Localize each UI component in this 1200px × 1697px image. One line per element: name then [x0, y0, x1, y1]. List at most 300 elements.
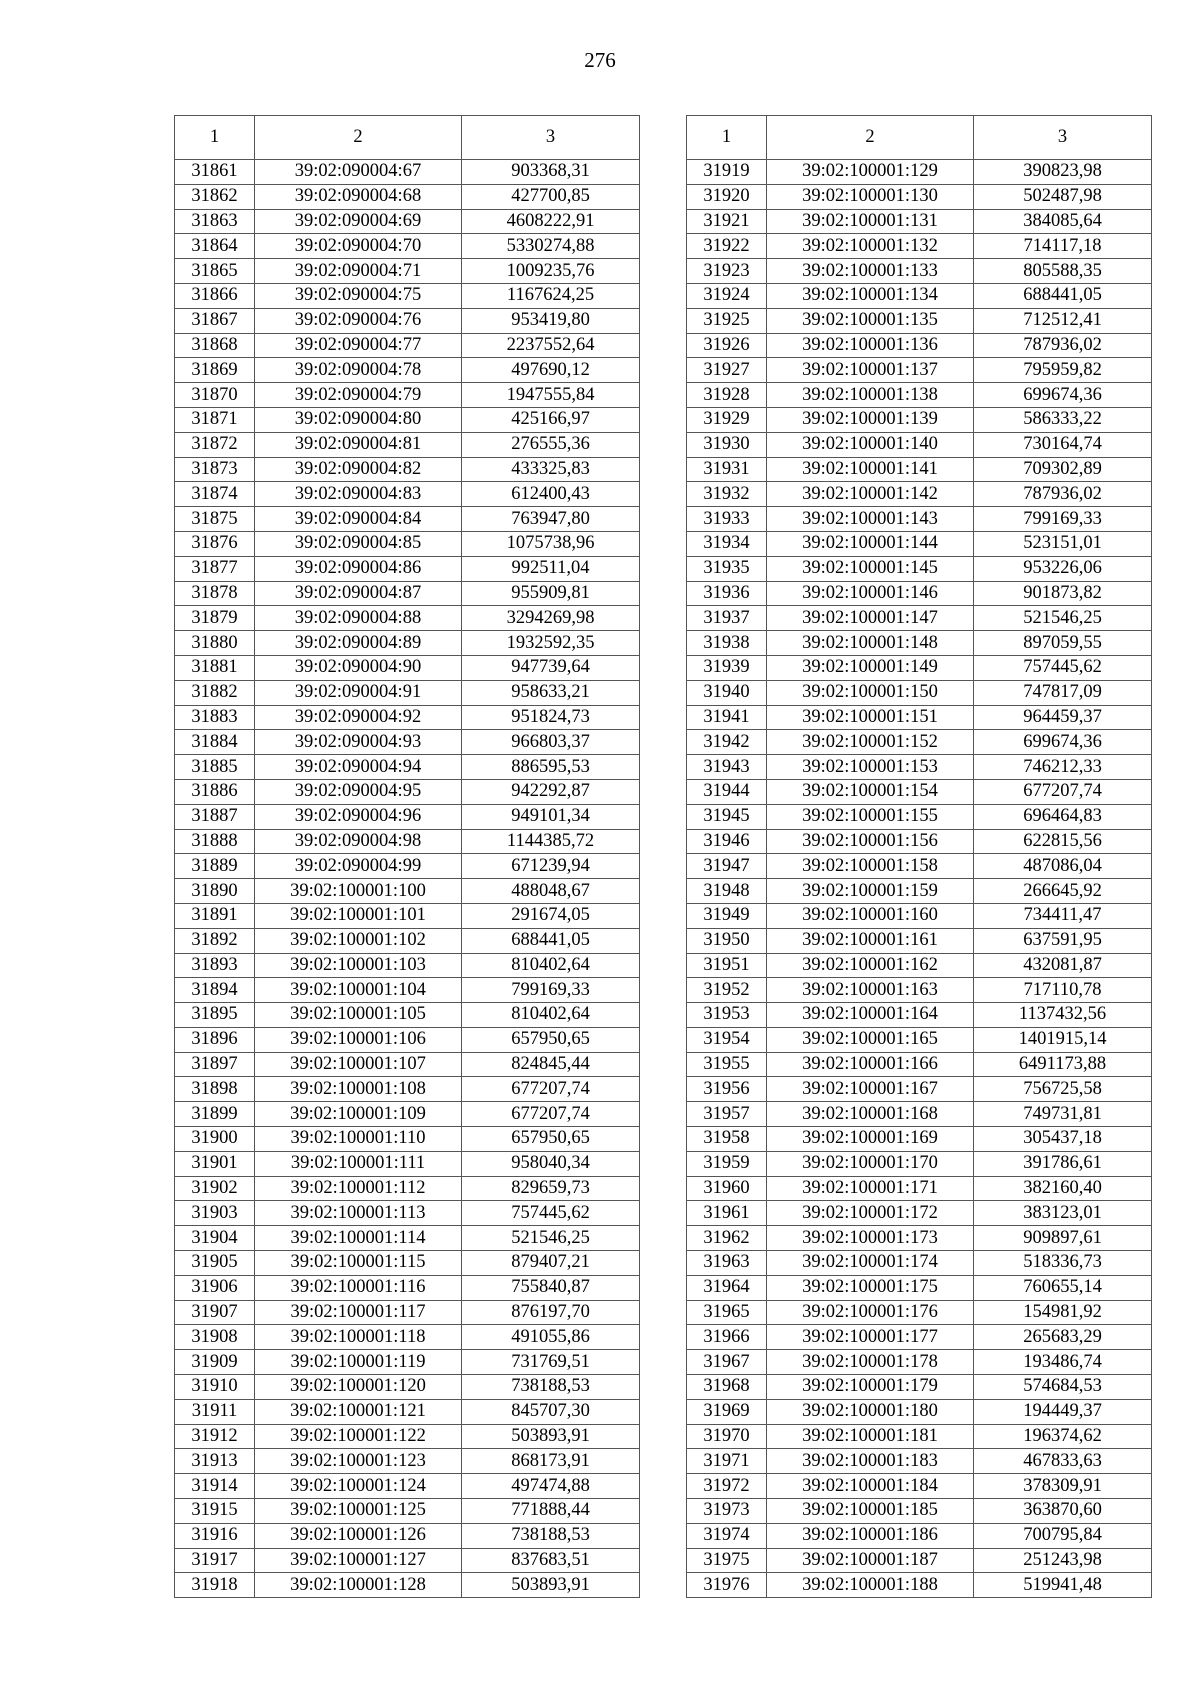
value-cell: 763947,80 — [462, 507, 640, 532]
row-number-cell: 31861 — [175, 160, 255, 185]
cadastral-number-cell: 39:02:100001:180 — [767, 1399, 974, 1424]
cadastral-number-cell: 39:02:100001:173 — [767, 1226, 974, 1251]
value-cell: 363870,60 — [974, 1499, 1152, 1524]
table-row — [175, 903, 640, 928]
cadastral-number-cell: 39:02:100001:102 — [255, 928, 462, 953]
table-row — [687, 1201, 1152, 1226]
row-number-cell: 31880 — [175, 631, 255, 656]
row-number-cell: 31935 — [687, 556, 767, 581]
table-row — [687, 1077, 1152, 1102]
table-row — [175, 531, 640, 556]
row-number-cell: 31889 — [175, 854, 255, 879]
value-cell: 805588,35 — [974, 259, 1152, 284]
table-body — [687, 160, 1152, 1598]
cadastral-number-cell: 39:02:090004:89 — [255, 631, 462, 656]
cadastral-number-cell: 39:02:100001:161 — [767, 928, 974, 953]
row-number-cell: 31863 — [175, 209, 255, 234]
value-cell: 677207,74 — [462, 1102, 640, 1127]
row-number-cell: 31936 — [687, 581, 767, 606]
cadastral-number-cell: 39:02:090004:91 — [255, 680, 462, 705]
cadastral-number-cell: 39:02:100001:131 — [767, 209, 974, 234]
table-row — [687, 1325, 1152, 1350]
cadastral-number-cell: 39:02:100001:139 — [767, 407, 974, 432]
table-row — [175, 1573, 640, 1598]
row-number-cell: 31937 — [687, 606, 767, 631]
value-cell: 992511,04 — [462, 556, 640, 581]
value-cell: 903368,31 — [462, 160, 640, 185]
value-cell: 1401915,14 — [974, 1027, 1152, 1052]
table-row — [175, 1499, 640, 1524]
value-cell: 390823,98 — [974, 160, 1152, 185]
row-number-cell: 31882 — [175, 680, 255, 705]
cadastral-number-cell: 39:02:100001:125 — [255, 1499, 462, 1524]
value-cell: 699674,36 — [974, 730, 1152, 755]
table-row — [175, 879, 640, 904]
table-row — [175, 358, 640, 383]
column-header-1: 1 — [175, 116, 255, 160]
row-number-cell: 31922 — [687, 234, 767, 259]
value-cell: 760655,14 — [974, 1275, 1152, 1300]
row-number-cell: 31941 — [687, 705, 767, 730]
table-row — [175, 854, 640, 879]
table-row — [175, 978, 640, 1003]
value-cell: 1932592,35 — [462, 631, 640, 656]
row-number-cell: 31956 — [687, 1077, 767, 1102]
value-cell: 897059,55 — [974, 631, 1152, 656]
cadastral-number-cell: 39:02:090004:98 — [255, 829, 462, 854]
table-row — [687, 631, 1152, 656]
table-row — [687, 1523, 1152, 1548]
row-number-cell: 31894 — [175, 978, 255, 1003]
value-cell: 519941,48 — [974, 1573, 1152, 1598]
table-row — [687, 383, 1152, 408]
table-row — [687, 1275, 1152, 1300]
table-row — [687, 1226, 1152, 1251]
table-row — [175, 1424, 640, 1449]
table-row — [687, 234, 1152, 259]
page-number: 276 — [584, 48, 616, 72]
row-number-cell: 31939 — [687, 655, 767, 680]
row-number-cell: 31966 — [687, 1325, 767, 1350]
value-cell: 487086,04 — [974, 854, 1152, 879]
value-cell: 1009235,76 — [462, 259, 640, 284]
table-row — [687, 1474, 1152, 1499]
table-row — [175, 383, 640, 408]
table-row — [687, 1548, 1152, 1573]
value-cell: 586333,22 — [974, 407, 1152, 432]
row-number-cell: 31904 — [175, 1226, 255, 1251]
cadastral-number-cell: 39:02:100001:141 — [767, 457, 974, 482]
row-number-cell: 31951 — [687, 953, 767, 978]
value-cell: 276555,36 — [462, 432, 640, 457]
cadastral-number-cell: 39:02:100001:109 — [255, 1102, 462, 1127]
cadastral-number-cell: 39:02:100001:101 — [255, 903, 462, 928]
table-body — [175, 160, 640, 1598]
cadastral-number-cell: 39:02:100001:106 — [255, 1027, 462, 1052]
table-row — [175, 507, 640, 532]
value-cell: 868173,91 — [462, 1449, 640, 1474]
row-number-cell: 31932 — [687, 482, 767, 507]
cadastral-number-cell: 39:02:090004:94 — [255, 755, 462, 780]
value-cell: 953226,06 — [974, 556, 1152, 581]
row-number-cell: 31901 — [175, 1151, 255, 1176]
row-number-cell: 31925 — [687, 308, 767, 333]
cadastral-number-cell: 39:02:100001:162 — [767, 953, 974, 978]
cadastral-number-cell: 39:02:100001:134 — [767, 283, 974, 308]
cadastral-number-cell: 39:02:090004:70 — [255, 234, 462, 259]
value-cell: 738188,53 — [462, 1523, 640, 1548]
table-row — [175, 606, 640, 631]
row-number-cell: 31924 — [687, 283, 767, 308]
value-cell: 677207,74 — [462, 1077, 640, 1102]
cadastral-number-cell: 39:02:100001:132 — [767, 234, 974, 259]
row-number-cell: 31926 — [687, 333, 767, 358]
row-number-cell: 31919 — [687, 160, 767, 185]
row-number-cell: 31976 — [687, 1573, 767, 1598]
row-number-cell: 31898 — [175, 1077, 255, 1102]
cadastral-number-cell: 39:02:090004:90 — [255, 655, 462, 680]
value-cell: 714117,18 — [974, 234, 1152, 259]
value-cell: 901873,82 — [974, 581, 1152, 606]
row-number-cell: 31868 — [175, 333, 255, 358]
cadastral-number-cell: 39:02:100001:135 — [767, 308, 974, 333]
row-number-cell: 31938 — [687, 631, 767, 656]
table-row — [687, 779, 1152, 804]
cadastral-number-cell: 39:02:100001:153 — [767, 755, 974, 780]
row-number-cell: 31965 — [687, 1300, 767, 1325]
value-cell: 949101,34 — [462, 804, 640, 829]
value-cell: 574684,53 — [974, 1375, 1152, 1400]
value-cell: 2237552,64 — [462, 333, 640, 358]
cadastral-number-cell: 39:02:100001:164 — [767, 1003, 974, 1028]
value-cell: 799169,33 — [462, 978, 640, 1003]
value-cell: 712512,41 — [974, 308, 1152, 333]
value-cell: 391786,61 — [974, 1151, 1152, 1176]
value-cell: 699674,36 — [974, 383, 1152, 408]
table-row — [687, 1027, 1152, 1052]
value-cell: 734411,47 — [974, 903, 1152, 928]
row-number-cell: 31916 — [175, 1523, 255, 1548]
value-cell: 909897,61 — [974, 1226, 1152, 1251]
table-row — [687, 308, 1152, 333]
row-number-cell: 31884 — [175, 730, 255, 755]
cadastral-number-cell: 39:02:100001:118 — [255, 1325, 462, 1350]
row-number-cell: 31948 — [687, 879, 767, 904]
table-row — [687, 804, 1152, 829]
row-number-cell: 31885 — [175, 755, 255, 780]
cadastral-number-cell: 39:02:100001:123 — [255, 1449, 462, 1474]
table-row — [175, 1201, 640, 1226]
row-number-cell: 31870 — [175, 383, 255, 408]
row-number-cell: 31952 — [687, 978, 767, 1003]
value-cell: 771888,44 — [462, 1499, 640, 1524]
cadastral-number-cell: 39:02:100001:178 — [767, 1350, 974, 1375]
cadastral-number-cell: 39:02:100001:169 — [767, 1127, 974, 1152]
cadastral-number-cell: 39:02:100001:151 — [767, 705, 974, 730]
table-row — [175, 1052, 640, 1077]
cadastral-number-cell: 39:02:100001:185 — [767, 1499, 974, 1524]
cadastral-number-cell: 39:02:090004:75 — [255, 283, 462, 308]
table-row — [687, 1151, 1152, 1176]
table-row — [175, 755, 640, 780]
row-number-cell: 31873 — [175, 457, 255, 482]
value-cell: 1167624,25 — [462, 283, 640, 308]
cadastral-number-cell: 39:02:100001:119 — [255, 1350, 462, 1375]
row-number-cell: 31913 — [175, 1449, 255, 1474]
table-row — [175, 1449, 640, 1474]
cadastral-number-cell: 39:02:100001:166 — [767, 1052, 974, 1077]
table-row — [175, 631, 640, 656]
table-row — [687, 1003, 1152, 1028]
value-cell: 4608222,91 — [462, 209, 640, 234]
cadastral-number-cell: 39:02:100001:133 — [767, 259, 974, 284]
cadastral-number-cell: 39:02:100001:145 — [767, 556, 974, 581]
table-row — [175, 1300, 640, 1325]
value-cell: 1947555,84 — [462, 383, 640, 408]
row-number-cell: 31949 — [687, 903, 767, 928]
cadastral-number-cell: 39:02:090004:69 — [255, 209, 462, 234]
value-cell: 432081,87 — [974, 953, 1152, 978]
cadastral-number-cell: 39:02:100001:107 — [255, 1052, 462, 1077]
value-cell: 503893,91 — [462, 1573, 640, 1598]
value-cell: 427700,85 — [462, 184, 640, 209]
row-number-cell: 31874 — [175, 482, 255, 507]
table-row — [687, 1251, 1152, 1276]
table-row — [175, 1003, 640, 1028]
table-row — [687, 1499, 1152, 1524]
column-header-2: 2 — [767, 116, 974, 160]
table-row — [175, 407, 640, 432]
table-row — [687, 755, 1152, 780]
table-row — [175, 1325, 640, 1350]
cadastral-number-cell: 39:02:100001:186 — [767, 1523, 974, 1548]
row-number-cell: 31921 — [687, 209, 767, 234]
cadastral-number-cell: 39:02:100001:144 — [767, 531, 974, 556]
cadastral-number-cell: 39:02:100001:100 — [255, 879, 462, 904]
table-row — [687, 1127, 1152, 1152]
row-number-cell: 31945 — [687, 804, 767, 829]
cadastral-number-cell: 39:02:100001:127 — [255, 1548, 462, 1573]
cadastral-number-cell: 39:02:090004:77 — [255, 333, 462, 358]
value-cell: 384085,64 — [974, 209, 1152, 234]
table-row — [175, 1127, 640, 1152]
row-number-cell: 31886 — [175, 779, 255, 804]
cadastral-number-cell: 39:02:090004:95 — [255, 779, 462, 804]
cadastral-number-cell: 39:02:100001:120 — [255, 1375, 462, 1400]
value-cell: 488048,67 — [462, 879, 640, 904]
row-number-cell: 31947 — [687, 854, 767, 879]
cadastral-number-cell: 39:02:100001:150 — [767, 680, 974, 705]
row-number-cell: 31917 — [175, 1548, 255, 1573]
value-cell: 958633,21 — [462, 680, 640, 705]
row-number-cell: 31893 — [175, 953, 255, 978]
value-cell: 491055,86 — [462, 1325, 640, 1350]
row-number-cell: 31909 — [175, 1350, 255, 1375]
value-cell: 612400,43 — [462, 482, 640, 507]
value-cell: 196374,62 — [974, 1424, 1152, 1449]
cadastral-number-cell: 39:02:100001:104 — [255, 978, 462, 1003]
table-row — [175, 160, 640, 185]
row-number-cell: 31862 — [175, 184, 255, 209]
value-cell: 709302,89 — [974, 457, 1152, 482]
row-number-cell: 31923 — [687, 259, 767, 284]
table-row — [687, 1573, 1152, 1598]
column-header-1: 1 — [687, 116, 767, 160]
value-cell: 756725,58 — [974, 1077, 1152, 1102]
row-number-cell: 31968 — [687, 1375, 767, 1400]
table-row — [687, 1176, 1152, 1201]
cadastral-number-cell: 39:02:100001:115 — [255, 1251, 462, 1276]
cadastral-number-cell: 39:02:090004:71 — [255, 259, 462, 284]
row-number-cell: 31895 — [175, 1003, 255, 1028]
cadastral-number-cell: 39:02:100001:126 — [255, 1523, 462, 1548]
cadastral-number-cell: 39:02:100001:143 — [767, 507, 974, 532]
table-row — [687, 1350, 1152, 1375]
cadastral-number-cell: 39:02:100001:117 — [255, 1300, 462, 1325]
table-row — [175, 1077, 640, 1102]
value-cell: 1137432,56 — [974, 1003, 1152, 1028]
table-row — [687, 730, 1152, 755]
value-cell: 251243,98 — [974, 1548, 1152, 1573]
table-row — [175, 1102, 640, 1127]
table-row — [687, 1300, 1152, 1325]
table-row — [175, 333, 640, 358]
cadastral-number-cell: 39:02:100001:154 — [767, 779, 974, 804]
value-cell: 953419,80 — [462, 308, 640, 333]
cadastral-number-cell: 39:02:100001:142 — [767, 482, 974, 507]
cadastral-number-cell: 39:02:090004:80 — [255, 407, 462, 432]
data-table-right — [686, 115, 1152, 1598]
cadastral-number-cell: 39:02:100001:110 — [255, 1127, 462, 1152]
cadastral-number-cell: 39:02:100001:114 — [255, 1226, 462, 1251]
cadastral-number-cell: 39:02:100001:140 — [767, 432, 974, 457]
row-number-cell: 31946 — [687, 829, 767, 854]
table-row — [175, 655, 640, 680]
value-cell: 700795,84 — [974, 1523, 1152, 1548]
row-number-cell: 31927 — [687, 358, 767, 383]
cadastral-number-cell: 39:02:100001:179 — [767, 1375, 974, 1400]
table-row — [687, 333, 1152, 358]
cadastral-number-cell: 39:02:100001:137 — [767, 358, 974, 383]
value-cell: 523151,01 — [974, 531, 1152, 556]
cadastral-number-cell: 39:02:100001:174 — [767, 1251, 974, 1276]
row-number-cell: 31877 — [175, 556, 255, 581]
cadastral-number-cell: 39:02:100001:136 — [767, 333, 974, 358]
table-row — [175, 779, 640, 804]
cadastral-number-cell: 39:02:090004:96 — [255, 804, 462, 829]
value-cell: 467833,63 — [974, 1449, 1152, 1474]
value-cell: 266645,92 — [974, 879, 1152, 904]
row-number-cell: 31955 — [687, 1052, 767, 1077]
table-row — [687, 854, 1152, 879]
column-header-2: 2 — [255, 116, 462, 160]
cadastral-number-cell: 39:02:100001:177 — [767, 1325, 974, 1350]
table-row — [175, 1375, 640, 1400]
cadastral-number-cell: 39:02:100001:181 — [767, 1424, 974, 1449]
value-cell: 305437,18 — [974, 1127, 1152, 1152]
table-row — [687, 1399, 1152, 1424]
row-number-cell: 31974 — [687, 1523, 767, 1548]
value-cell: 824845,44 — [462, 1052, 640, 1077]
cadastral-number-cell: 39:02:090004:88 — [255, 606, 462, 631]
value-cell: 717110,78 — [974, 978, 1152, 1003]
value-cell: 947739,64 — [462, 655, 640, 680]
table-row — [175, 432, 640, 457]
table-row — [687, 903, 1152, 928]
row-number-cell: 31867 — [175, 308, 255, 333]
row-number-cell: 31931 — [687, 457, 767, 482]
table-row — [175, 1474, 640, 1499]
value-cell: 795959,82 — [974, 358, 1152, 383]
row-number-cell: 31972 — [687, 1474, 767, 1499]
cadastral-number-cell: 39:02:100001:176 — [767, 1300, 974, 1325]
table-row — [175, 184, 640, 209]
row-number-cell: 31887 — [175, 804, 255, 829]
value-cell: 378309,91 — [974, 1474, 1152, 1499]
row-number-cell: 31872 — [175, 432, 255, 457]
row-number-cell: 31879 — [175, 606, 255, 631]
table-row — [687, 1375, 1152, 1400]
table-row — [687, 556, 1152, 581]
table-row — [175, 1275, 640, 1300]
cadastral-number-cell: 39:02:090004:92 — [255, 705, 462, 730]
value-cell: 749731,81 — [974, 1102, 1152, 1127]
table-row — [687, 358, 1152, 383]
table-row — [687, 1052, 1152, 1077]
cadastral-number-cell: 39:02:100001:103 — [255, 953, 462, 978]
table-row — [687, 531, 1152, 556]
table-row — [175, 556, 640, 581]
value-cell: 942292,87 — [462, 779, 640, 804]
table-row — [175, 1151, 640, 1176]
value-cell: 746212,33 — [974, 755, 1152, 780]
value-cell: 502487,98 — [974, 184, 1152, 209]
value-cell: 757445,62 — [462, 1201, 640, 1226]
cadastral-number-cell: 39:02:100001:152 — [767, 730, 974, 755]
cadastral-number-cell: 39:02:090004:82 — [255, 457, 462, 482]
row-number-cell: 31918 — [175, 1573, 255, 1598]
row-number-cell: 31929 — [687, 407, 767, 432]
value-cell: 518336,73 — [974, 1251, 1152, 1276]
row-number-cell: 31954 — [687, 1027, 767, 1052]
cadastral-number-cell: 39:02:100001:160 — [767, 903, 974, 928]
table-row — [687, 680, 1152, 705]
cadastral-number-cell: 39:02:090004:67 — [255, 160, 462, 185]
cadastral-number-cell: 39:02:100001:158 — [767, 854, 974, 879]
row-number-cell: 31906 — [175, 1275, 255, 1300]
row-number-cell: 31897 — [175, 1052, 255, 1077]
value-cell: 799169,33 — [974, 507, 1152, 532]
cadastral-number-cell: 39:02:100001:184 — [767, 1474, 974, 1499]
cadastral-number-cell: 39:02:100001:112 — [255, 1176, 462, 1201]
row-number-cell: 31899 — [175, 1102, 255, 1127]
cadastral-number-cell: 39:02:100001:121 — [255, 1399, 462, 1424]
column-header-3: 3 — [974, 116, 1152, 160]
table-row — [687, 879, 1152, 904]
cadastral-number-cell: 39:02:100001:188 — [767, 1573, 974, 1598]
table-row — [175, 457, 640, 482]
row-number-cell: 31907 — [175, 1300, 255, 1325]
value-cell: 757445,62 — [974, 655, 1152, 680]
cadastral-number-cell: 39:02:090004:84 — [255, 507, 462, 532]
value-cell: 382160,40 — [974, 1176, 1152, 1201]
value-cell: 955909,81 — [462, 581, 640, 606]
row-number-cell: 31869 — [175, 358, 255, 383]
row-number-cell: 31881 — [175, 655, 255, 680]
row-number-cell: 31973 — [687, 1499, 767, 1524]
value-cell: 837683,51 — [462, 1548, 640, 1573]
row-number-cell: 31871 — [175, 407, 255, 432]
